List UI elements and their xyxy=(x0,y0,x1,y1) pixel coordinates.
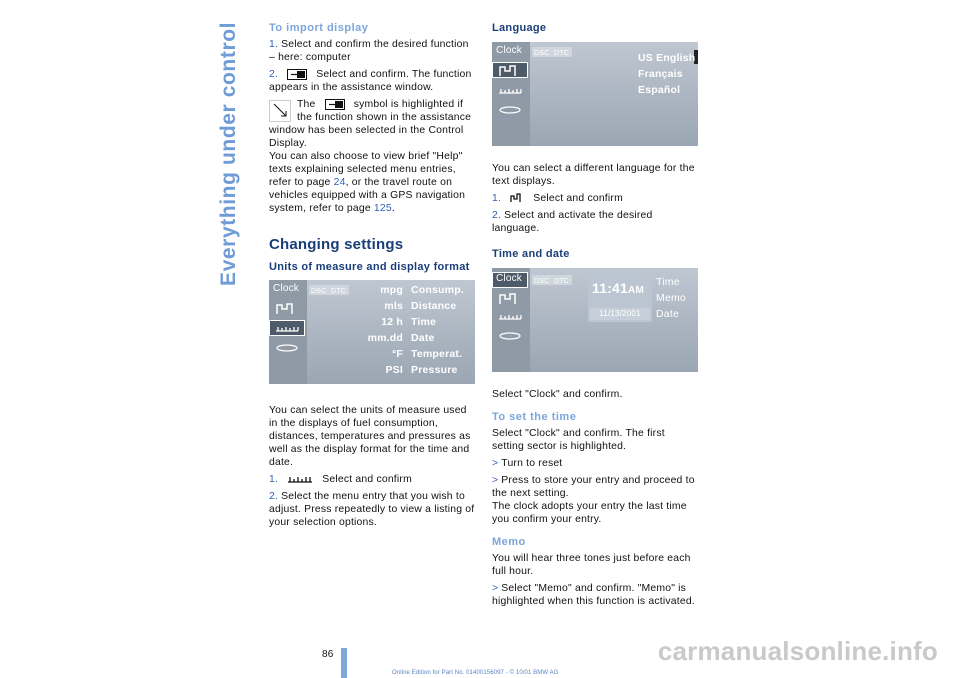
set-time-text: Select "Clock" and confirm. The first setting sector is highlighted. xyxy=(492,428,665,452)
memo-text: You will hear three tones just before each full hour. xyxy=(492,553,691,577)
page-bar xyxy=(341,648,347,678)
page-link-24[interactable]: 24 xyxy=(333,177,346,188)
vehicle-menu-icon xyxy=(275,342,299,352)
footer-edition: Online Edition for Part No. 01400156097 - © 10/01 BMW AG xyxy=(392,670,559,676)
assistance-window-icon xyxy=(325,99,345,110)
lang-option-french: Français xyxy=(638,68,683,80)
lang-option-english: US English xyxy=(638,52,696,64)
memo-heading: Memo xyxy=(492,536,526,548)
clock-menu-date: Date xyxy=(656,308,679,320)
clock-time: 11:41AM xyxy=(592,280,644,296)
computer-menu-icon xyxy=(510,193,524,203)
language-text: You can select a different language for the text displays. xyxy=(492,163,695,187)
units-heading: Units of measure and display format xyxy=(269,261,470,273)
computer-menu-icon xyxy=(275,302,301,316)
memo-bullet: > Select "Memo" and confirm. "Memo" is highlighted when this function is activated. xyxy=(492,583,695,607)
settings-menu-icon xyxy=(498,85,522,95)
page-number: 86 xyxy=(322,649,334,660)
time-date-heading: Time and date xyxy=(492,248,570,260)
clock-date: 11/13/2001 xyxy=(590,308,650,320)
set-time-bullet-1: > Turn to reset xyxy=(492,458,563,469)
language-display-screenshot: Clock DSC DTC US English Français Español xyxy=(492,42,698,146)
changing-settings-heading: Changing settings xyxy=(269,236,404,253)
left-column xyxy=(269,22,475,533)
step-2: 2. Select and confirm. The function appears in the assistance window. xyxy=(269,69,472,93)
clock-tab: Clock xyxy=(496,45,523,56)
settings-menu-icon xyxy=(275,323,299,333)
lang-option-spanish: Español xyxy=(638,84,681,96)
time-text: Select "Clock" and confirm. xyxy=(492,389,623,400)
time-display-screenshot: Clock DSC DTC 11:41AM 11/13/2001 Time Memo Date xyxy=(492,268,698,372)
assistance-window-icon xyxy=(287,69,307,80)
watermark: carmanualsonline.info xyxy=(657,636,938,666)
import-display-heading: To import display xyxy=(269,22,369,34)
language-step-1: 1. Select and confirm xyxy=(492,193,623,204)
computer-menu-icon xyxy=(498,64,524,78)
right-column xyxy=(492,22,698,612)
units-text: You can select the units of measure used in the displays of fuel consumption, distances, temperatures and pressures as well as the display format for the time and date. xyxy=(269,405,471,468)
clock-tab-selected: Clock xyxy=(496,273,523,284)
side-title: Everything under control xyxy=(217,21,240,286)
language-heading: Language xyxy=(492,22,547,34)
computer-menu-icon xyxy=(498,292,524,306)
clock-menu-time: Time xyxy=(656,276,680,288)
set-time-text-2: The clock adopts your entry the last time you confirm your entry. xyxy=(492,501,687,525)
settings-menu-icon xyxy=(287,474,313,484)
page-link-125[interactable]: 125 xyxy=(373,203,392,214)
language-step-2: 2. Select and activate the desired language. xyxy=(492,210,653,234)
units-step-2: 2. Select the menu entry that you wish to adjust. Press repeatedly to view a listing of your selection options. xyxy=(269,491,475,528)
settings-menu-icon xyxy=(498,311,522,321)
note-arrow-icon xyxy=(269,100,291,122)
units-display-screenshot: Clock DSC DTC mpg Consump. mls Distance 12 h Time mm.dd Date °F Temperat. PSI Pressure xyxy=(269,280,475,384)
clock-menu-memo: Memo xyxy=(656,292,686,304)
units-step-1: 1. Select and confirm xyxy=(269,474,412,485)
clock-tab: Clock xyxy=(273,283,300,294)
set-time-heading: To set the time xyxy=(492,411,577,423)
note-block: The symbol is highlighted if the function shown in the assistance window has been selected in the Control Display. You can also choose to view brief "Help" texts explaining selected menu entries, refer to page 24, or the travel route on vehicles equipped with a GPS navigation system, refer to page 125. xyxy=(269,99,472,214)
step-1: 1. Select and confirm the desired function – here: computer xyxy=(269,39,469,63)
vehicle-menu-icon xyxy=(498,330,522,340)
vehicle-menu-icon xyxy=(498,104,522,114)
set-time-bullet-2: > Press to store your entry and proceed to the next setting. xyxy=(492,475,695,499)
